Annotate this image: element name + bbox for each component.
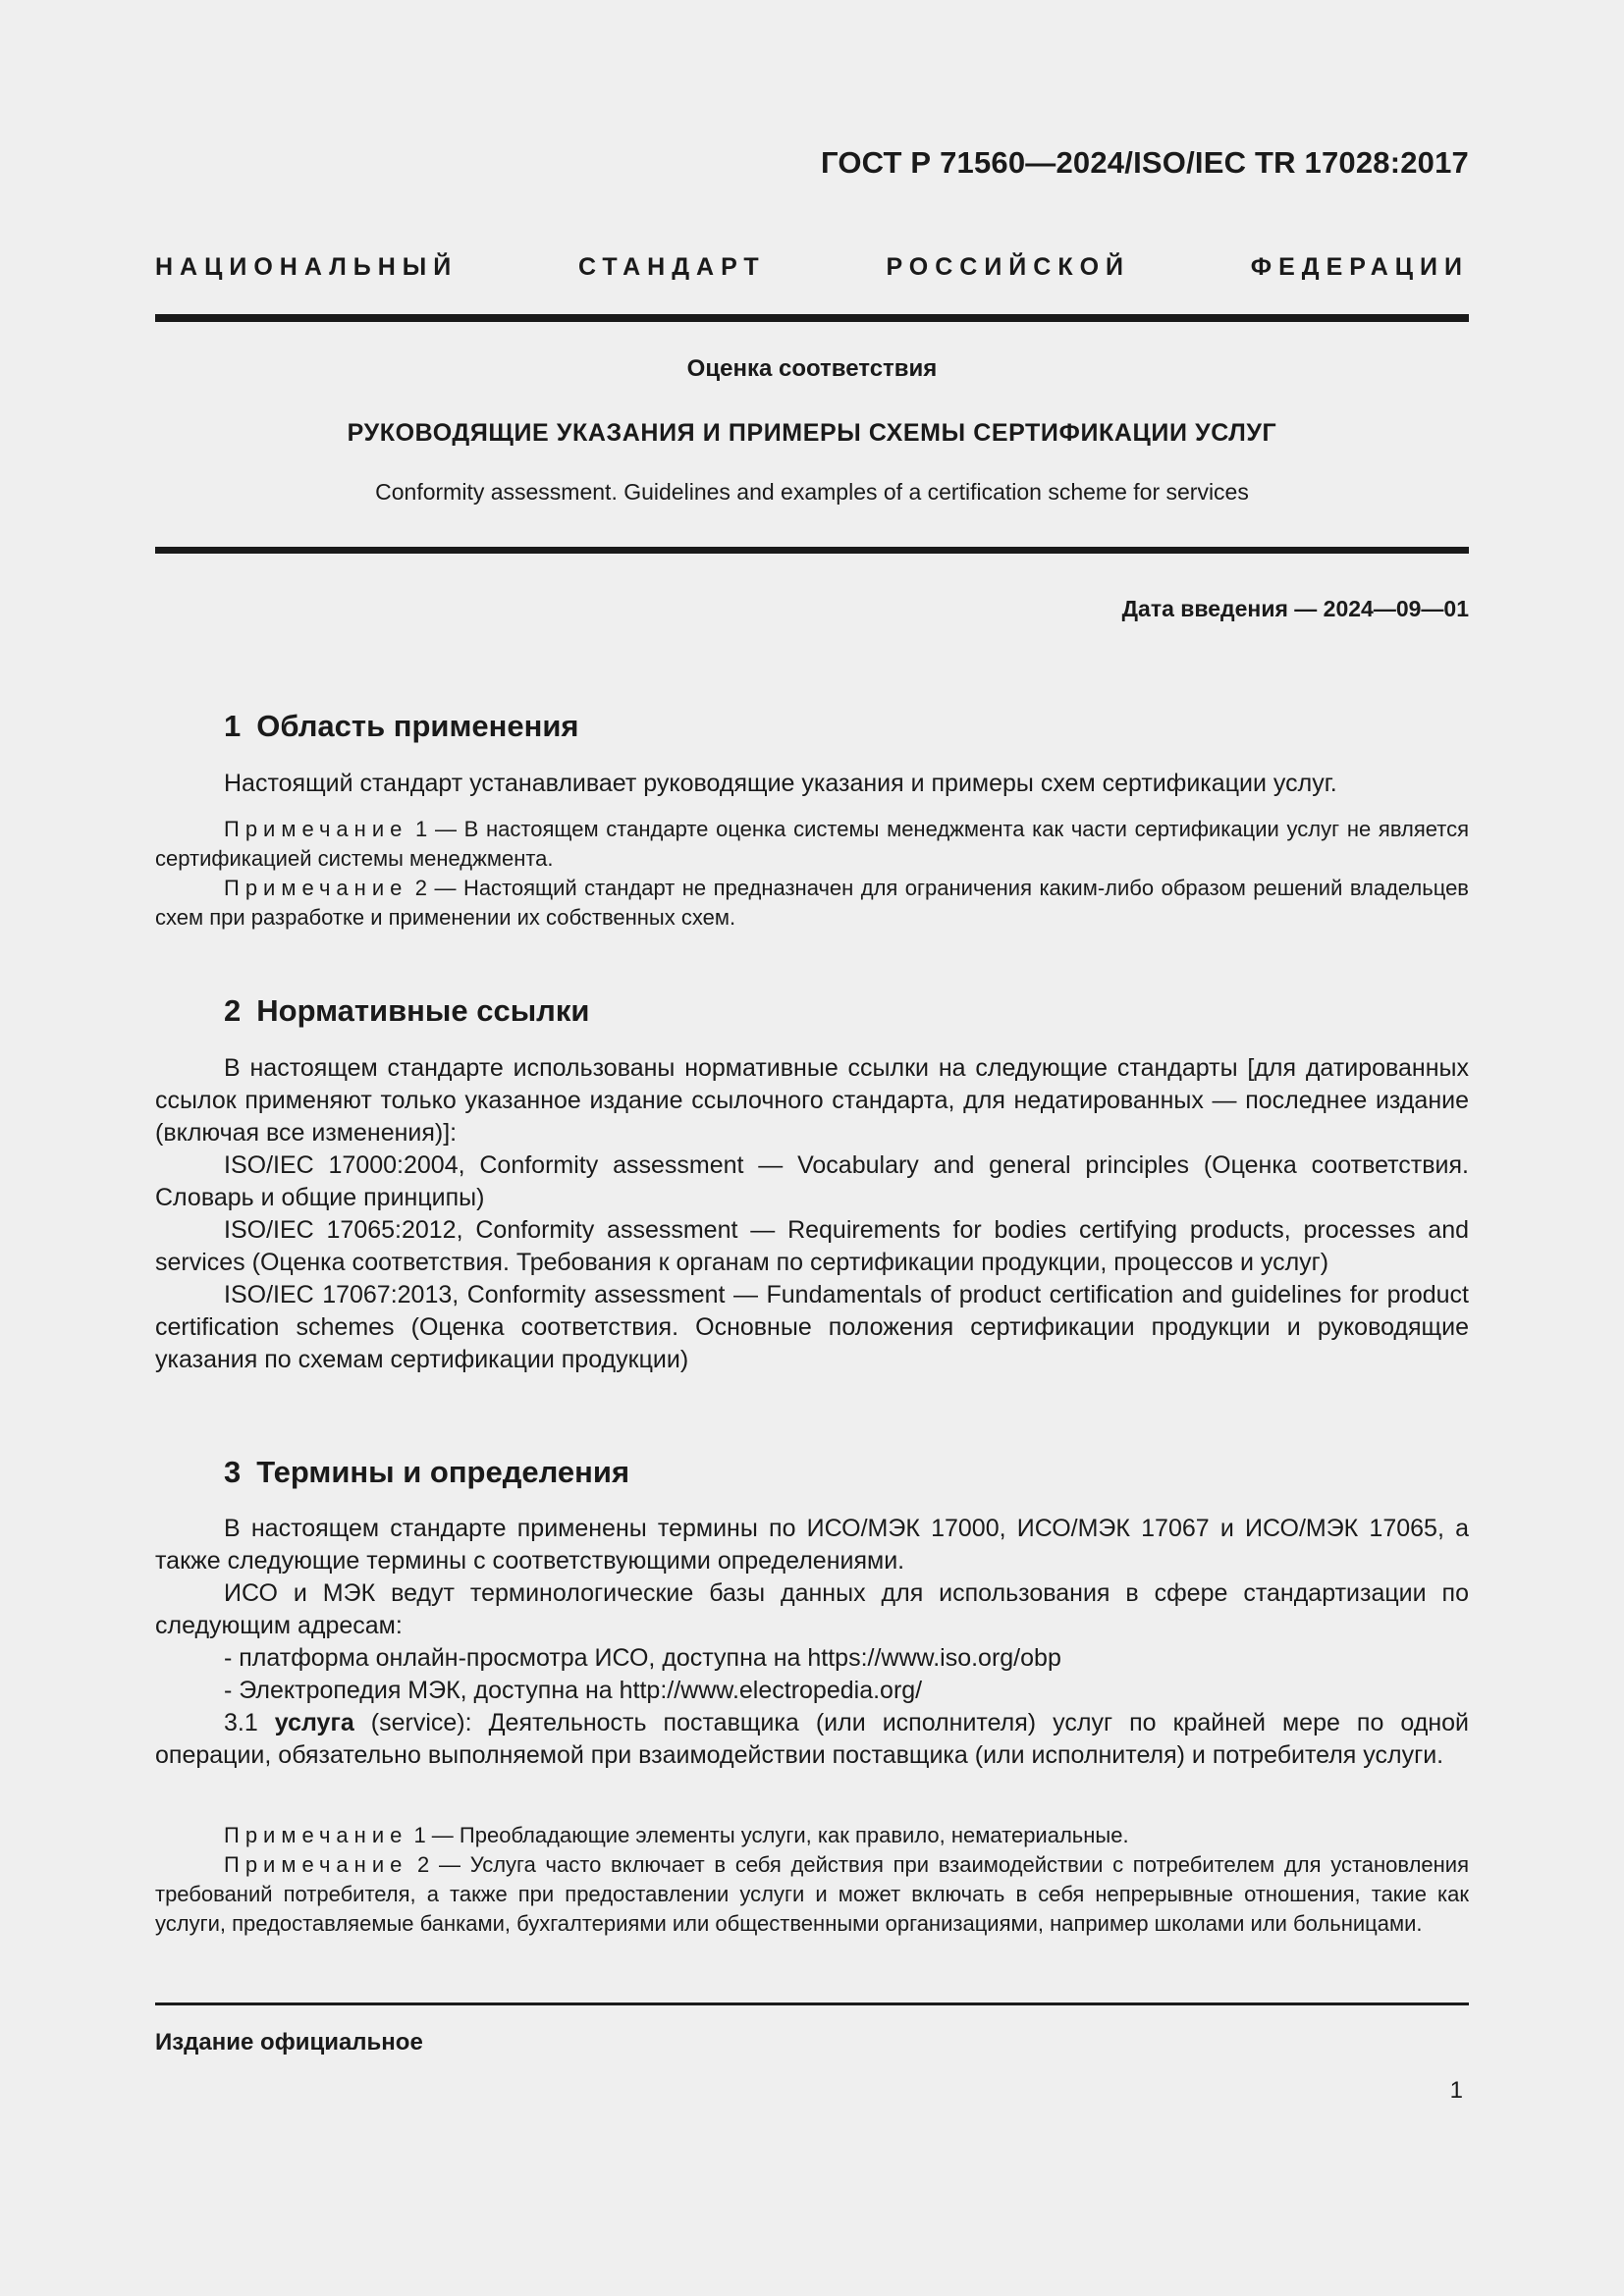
section-1-notes: [155, 815, 1469, 933]
list-item: - платформа онлайн-просмотра ИСО, доступна на https://www.iso.org/obp: [224, 1644, 1061, 1672]
note-label: Примечание: [224, 876, 408, 900]
list-item: - Электропедия МЭК, доступна на http://www.electropedia.org/: [224, 1677, 923, 1704]
note-1: Примечание 1 — В настоящем стандарте оценка системы менеджмента как части сертификации услуг не является сертификацией системы менеджмента.: [155, 817, 1469, 871]
document-subtitle: Оценка соответствия: [686, 355, 938, 382]
reference-item: ISO/IEC 17065:2012, Conformity assessment — Requirements for bodies certifying products, processes and services (Оценка соответствия. Требования к органам по сертификации продукции, процессов и услуг): [155, 1216, 1469, 1276]
top-rule: [155, 314, 1469, 322]
title-rule: [155, 547, 1469, 554]
term: услуга: [274, 1709, 354, 1736]
reference-item: ISO/IEC 17067:2013, Conformity assessment — Fundamentals of product certification and guidelines for product certification schemes (Оценка соответствия. Основные положения сертификации продукции и руководящие указания по схемам сертификации продукции): [155, 1281, 1469, 1373]
note-label: Примечание: [224, 1852, 408, 1877]
section-3-body: [155, 1513, 1469, 1772]
section-title: Нормативные ссылки: [256, 993, 590, 1028]
note-2: Примечание 2 — Услуга часто включает в себя действия при взаимодействии с потребителем для установления требований потребителя, а также при предоставлении услуги и может включать в себя непрерывные отношения, такие как услуги, предоставляемые банками, бухгалтериями или общественными организациями, например школами или больницами.: [155, 1852, 1469, 1936]
section-2-heading: [224, 993, 589, 1029]
national-standard-heading: НАЦИОНАЛЬНЫЙ СТАНДАРТ РОССИЙСКОЙ ФЕДЕРАЦИИ: [155, 253, 1469, 281]
section-number: 3: [224, 1455, 242, 1489]
section-3-heading: [224, 1455, 629, 1490]
note-2: Примечание 2 — Настоящий стандарт не предназначен для ограничения каким-либо образом решений владельцев схем при разработке и применении их собственных схем.: [155, 876, 1469, 930]
section-1-heading: [224, 709, 579, 744]
note-1: Примечание 1 — Преобладающие элементы услуги, как правило, нематериальные.: [224, 1823, 1129, 1847]
paragraph: ИСО и МЭК ведут терминологические базы данных для использования в сфере стандартизации по следующим адресам:: [155, 1579, 1469, 1639]
section-2-body: [155, 1052, 1469, 1376]
section-3-notes: [155, 1821, 1469, 1939]
paragraph: В настоящем стандарте использованы нормативные ссылки на следующие стандарты [для датированных ссылок применяют только указанное издание ссылочного стандарта, для недатированных — последнее издание (включая все изменения)]:: [155, 1054, 1469, 1147]
term-definition: 3.1 услуга (service): Деятельность поставщика (или исполнителя) услуг по крайней мере по одной операции, обязательно выполняемой при взаимодействии поставщика (или исполнителя) и потребителя услуги.: [155, 1709, 1470, 1769]
page-number: 1: [1449, 2077, 1463, 2104]
footer-rule: [155, 2002, 1469, 2005]
paragraph: В настоящем стандарте применены термины по ИСО/МЭК 17000, ИСО/МЭК 17067 и ИСО/МЭК 17065, а также следующие термины с соответствующими определениями.: [155, 1515, 1469, 1575]
note-label: Примечание: [224, 817, 408, 841]
section-1-body: [155, 768, 1469, 800]
section-number: 1: [224, 709, 242, 743]
english-title: Conformity assessment. Guidelines and examples of a certification scheme for services: [375, 479, 1249, 505]
official-edition-label: Издание официальное: [155, 2029, 423, 2056]
document-title: РУКОВОДЯЩИЕ УКАЗАНИЯ И ПРИМЕРЫ СХЕМЫ СЕРТИФИКАЦИИ УСЛУГ: [347, 419, 1277, 447]
paragraph: Настоящий стандарт устанавливает руководящие указания и примеры схем сертификации услуг.: [224, 770, 1337, 797]
note-label: Примечание: [224, 1823, 408, 1847]
document-page: [155, 0, 1469, 2296]
effective-date: Дата введения — 2024—09—01: [1121, 596, 1469, 621]
document-id: ГОСТ Р 71560—2024/ISO/IEC TR 17028:2017: [820, 145, 1469, 180]
section-number: 2: [224, 993, 242, 1028]
reference-item: ISO/IEC 17000:2004, Conformity assessment — Vocabulary and general principles (Оценка соответствия. Словарь и общие принципы): [155, 1151, 1469, 1211]
section-title: Термины и определения: [256, 1455, 630, 1489]
section-title: Область применения: [256, 709, 579, 743]
